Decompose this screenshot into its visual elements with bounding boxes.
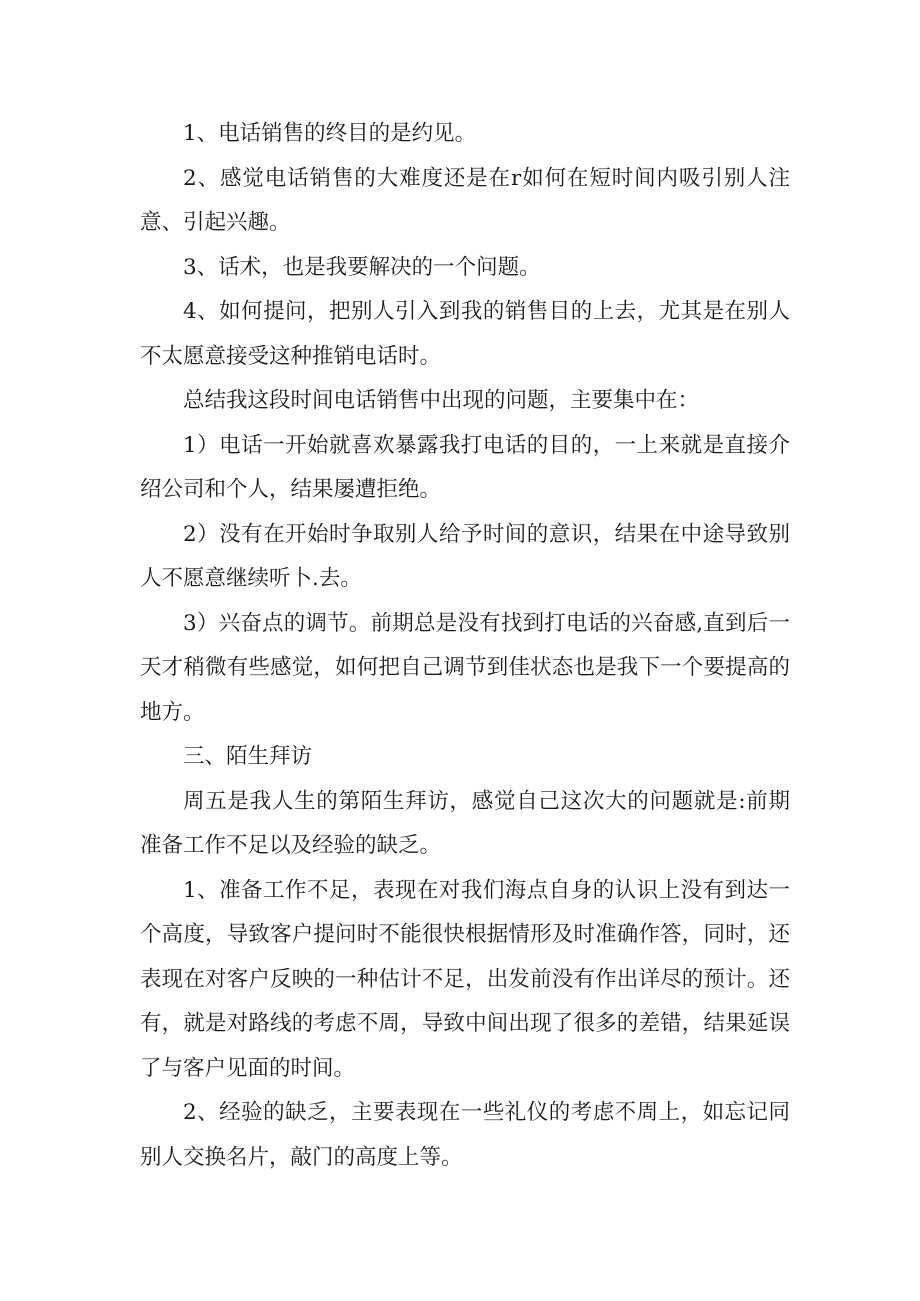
paragraph-6: 1）电话一开始就喜欢暴露我打电话的目的，一上来就是直接介绍公司和个人，结果屡遭拒绝。 — [140, 432, 790, 502]
paragraph-7: 2）没有在开始时争取别人给予时间的意识，结果在中途导致别人不愿意继续听卜.去。 — [140, 521, 790, 591]
paragraph-1: 1、电话销售的终目的是约见。 — [183, 121, 477, 146]
paragraph-5: 总结我这段时间电话销售中出现的问题，主要集中在： — [183, 388, 700, 413]
paragraph-11: 1、准备工作不足，表现在对我们海点自身的认识上没有到达一个高度，导致客户提问时不能很快根据情形及时准确作答，同时，还表现在对客户反映的一种估计不足，出发前没有作出详尽的预计。还有，就是对路线的考虑不周，导致中间出现了很多的差错，结果延误了与客户见面的时间。 — [140, 877, 790, 1081]
paragraph-8: 3）兴奋点的调节。前期总是没有找到打电话的兴奋感,直到后一天才稍微有些感觉，如何把自己调节到佳状态也是我下一个要提高的地方。 — [140, 610, 790, 725]
paragraph-10: 周五是我人生的第陌生拜访，感觉自己这次大的问题就是:前期准备工作不足以及经验的缺乏。 — [140, 788, 790, 858]
paragraph-12: 2、经验的缺乏，主要表现在一些礼仪的考虑不周上，如忘记同别人交换名片，敲门的高度上等。 — [140, 1100, 790, 1170]
paragraph-3: 3、话术，也是我要解决的一个问题。 — [183, 254, 541, 280]
paragraph-2: 2、感觉电话销售的大难度还是在r如何在短时间内吸引别人注意、引起兴趣。 — [140, 165, 790, 235]
document-body — [140, 112, 790, 1180]
paragraph-4: 4、如何提问，把别人引入到我的销售目的上去，尤其是在别人不太愿意接受这种推销电话时。 — [140, 299, 790, 369]
section-heading: 三、陌生拜访 — [183, 744, 313, 769]
